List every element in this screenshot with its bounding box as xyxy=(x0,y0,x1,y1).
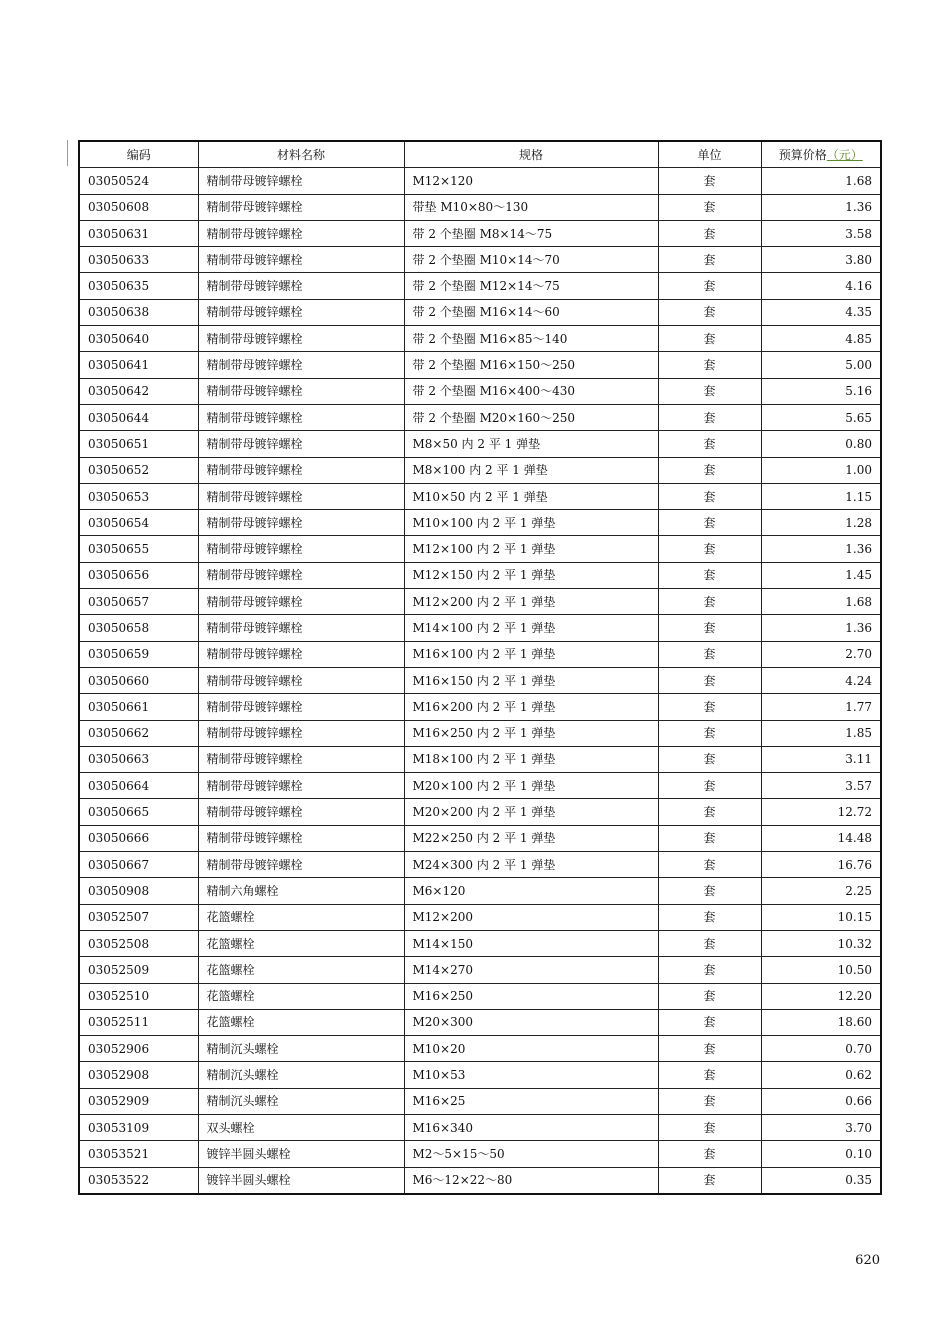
header-code: 编码 xyxy=(79,141,198,168)
header-budget-price-label: 预算价格 xyxy=(778,147,827,162)
table-row xyxy=(79,720,881,746)
table-row xyxy=(79,694,881,720)
cell-price: 0.66 xyxy=(761,1088,881,1114)
cell-spec: 带 2 个垫圈 M16×14～60 xyxy=(404,299,658,325)
cell-spec: M10×20 xyxy=(404,1036,658,1062)
cell-unit: 套 xyxy=(658,431,761,457)
cell-unit: 套 xyxy=(658,1009,761,1035)
cell-price: 10.15 xyxy=(761,904,881,930)
cell-price: 4.24 xyxy=(761,667,881,693)
cell-name: 花篮螺栓 xyxy=(198,957,404,983)
cell-price: 1.36 xyxy=(761,615,881,641)
cell-unit: 套 xyxy=(658,378,761,404)
cell-unit: 套 xyxy=(658,825,761,851)
cell-price: 12.20 xyxy=(761,983,881,1009)
cell-name: 精制带母镀锌螺栓 xyxy=(198,773,404,799)
cell-unit: 套 xyxy=(658,904,761,930)
cell-unit: 套 xyxy=(658,326,761,352)
table-row xyxy=(79,483,881,509)
cell-name: 镀锌半圆头螺栓 xyxy=(198,1141,404,1167)
table-row xyxy=(79,352,881,378)
cell-unit: 套 xyxy=(658,168,761,194)
table-row xyxy=(79,1036,881,1062)
cell-unit: 套 xyxy=(658,694,761,720)
cell-code: 03050656 xyxy=(79,562,198,588)
cell-unit: 套 xyxy=(658,641,761,667)
table-row xyxy=(79,510,881,536)
cell-code: 03050641 xyxy=(79,352,198,378)
cell-name: 精制带母镀锌螺栓 xyxy=(198,404,404,430)
cell-spec: 带 2 个垫圈 M10×14～70 xyxy=(404,247,658,273)
cell-spec: M8×100 内 2 平 1 弹垫 xyxy=(404,457,658,483)
cell-spec: M6×120 xyxy=(404,878,658,904)
cell-spec: 带 2 个垫圈 M16×85～140 xyxy=(404,326,658,352)
cell-name: 双头螺栓 xyxy=(198,1114,404,1140)
cell-code: 03050660 xyxy=(79,667,198,693)
table-row xyxy=(79,983,881,1009)
cell-code: 03050908 xyxy=(79,878,198,904)
cell-spec: 带 2 个垫圈 M8×14～75 xyxy=(404,220,658,246)
table-row xyxy=(79,194,881,220)
cell-spec: M16×250 内 2 平 1 弹垫 xyxy=(404,720,658,746)
table-row xyxy=(79,326,881,352)
cell-code: 03050638 xyxy=(79,299,198,325)
cell-unit: 套 xyxy=(658,852,761,878)
table-row xyxy=(79,957,881,983)
table-row xyxy=(79,247,881,273)
cell-code: 03050642 xyxy=(79,378,198,404)
cell-price: 18.60 xyxy=(761,1009,881,1035)
cell-price: 1.45 xyxy=(761,562,881,588)
cell-unit: 套 xyxy=(658,194,761,220)
table-header-row xyxy=(79,141,881,168)
cell-price: 10.32 xyxy=(761,930,881,956)
cell-price: 3.57 xyxy=(761,773,881,799)
cell-price: 1.85 xyxy=(761,720,881,746)
cell-price: 1.28 xyxy=(761,510,881,536)
cell-code: 03050663 xyxy=(79,746,198,772)
cell-name: 精制带母镀锌螺栓 xyxy=(198,562,404,588)
cell-name: 精制带母镀锌螺栓 xyxy=(198,589,404,615)
cell-unit: 套 xyxy=(658,799,761,825)
cell-name: 精制带母镀锌螺栓 xyxy=(198,641,404,667)
cell-spec: 带 2 个垫圈 M20×160～250 xyxy=(404,404,658,430)
cell-unit: 套 xyxy=(658,299,761,325)
cell-price: 5.65 xyxy=(761,404,881,430)
cell-unit: 套 xyxy=(658,536,761,562)
cell-unit: 套 xyxy=(658,1062,761,1088)
cell-code: 03050657 xyxy=(79,589,198,615)
cell-unit: 套 xyxy=(658,273,761,299)
cell-code: 03052509 xyxy=(79,957,198,983)
cell-spec: M16×150 内 2 平 1 弹垫 xyxy=(404,667,658,693)
cell-spec: M10×100 内 2 平 1 弹垫 xyxy=(404,510,658,536)
cell-name: 精制带母镀锌螺栓 xyxy=(198,220,404,246)
cell-unit: 套 xyxy=(658,352,761,378)
cell-code: 03050651 xyxy=(79,431,198,457)
cell-unit: 套 xyxy=(658,773,761,799)
cell-price: 12.72 xyxy=(761,799,881,825)
cell-price: 1.68 xyxy=(761,589,881,615)
cell-code: 03050633 xyxy=(79,247,198,273)
cell-price: 1.68 xyxy=(761,168,881,194)
table-row xyxy=(79,1088,881,1114)
cell-name: 精制带母镀锌螺栓 xyxy=(198,615,404,641)
cell-name: 精制带母镀锌螺栓 xyxy=(198,247,404,273)
header-unit: 单位 xyxy=(658,141,761,168)
cell-spec: M2～5×15～50 xyxy=(404,1141,658,1167)
header-spec: 规格 xyxy=(404,141,658,168)
cell-code: 03052507 xyxy=(79,904,198,930)
cell-unit: 套 xyxy=(658,1167,761,1194)
cell-name: 精制带母镀锌螺栓 xyxy=(198,194,404,220)
cell-spec: M14×270 xyxy=(404,957,658,983)
cell-unit: 套 xyxy=(658,1141,761,1167)
cell-spec: M12×200 xyxy=(404,904,658,930)
cell-unit: 套 xyxy=(658,1036,761,1062)
cell-code: 03050631 xyxy=(79,220,198,246)
cell-code: 03050667 xyxy=(79,852,198,878)
cell-name: 精制带母镀锌螺栓 xyxy=(198,667,404,693)
cell-code: 03050635 xyxy=(79,273,198,299)
cell-code: 03052511 xyxy=(79,1009,198,1035)
cell-price: 1.15 xyxy=(761,483,881,509)
cell-unit: 套 xyxy=(658,615,761,641)
table-row xyxy=(79,273,881,299)
cell-spec: M24×300 内 2 平 1 弹垫 xyxy=(404,852,658,878)
cell-name: 精制带母镀锌螺栓 xyxy=(198,457,404,483)
cell-name: 精制带母镀锌螺栓 xyxy=(198,799,404,825)
cell-name: 精制带母镀锌螺栓 xyxy=(198,168,404,194)
table-row xyxy=(79,799,881,825)
cell-unit: 套 xyxy=(658,247,761,273)
cell-unit: 套 xyxy=(658,746,761,772)
cell-unit: 套 xyxy=(658,878,761,904)
table-row xyxy=(79,1114,881,1140)
cell-price: 4.35 xyxy=(761,299,881,325)
cell-unit: 套 xyxy=(658,404,761,430)
header-material-name: 材料名称 xyxy=(198,141,404,168)
cell-spec: M6～12×22～80 xyxy=(404,1167,658,1194)
cell-name: 精制沉头螺栓 xyxy=(198,1036,404,1062)
cell-unit: 套 xyxy=(658,562,761,588)
cell-name: 花篮螺栓 xyxy=(198,904,404,930)
cell-code: 03053109 xyxy=(79,1114,198,1140)
cell-name: 精制带母镀锌螺栓 xyxy=(198,825,404,851)
table-row xyxy=(79,299,881,325)
margin-change-bar xyxy=(67,140,68,166)
cell-spec: 带 2 个垫圈 M16×150～250 xyxy=(404,352,658,378)
table-row xyxy=(79,168,881,194)
cell-name: 精制带母镀锌螺栓 xyxy=(198,431,404,457)
cell-code: 03050664 xyxy=(79,773,198,799)
cell-price: 3.80 xyxy=(761,247,881,273)
cell-code: 03050659 xyxy=(79,641,198,667)
cell-price: 10.50 xyxy=(761,957,881,983)
table-row xyxy=(79,431,881,457)
table-row xyxy=(79,220,881,246)
cell-unit: 套 xyxy=(658,457,761,483)
table-row xyxy=(79,825,881,851)
cell-unit: 套 xyxy=(658,510,761,536)
header-price-unit: （元） xyxy=(826,147,863,162)
cell-unit: 套 xyxy=(658,589,761,615)
cell-price: 14.48 xyxy=(761,825,881,851)
cell-price: 0.80 xyxy=(761,431,881,457)
cell-price: 2.70 xyxy=(761,641,881,667)
cell-unit: 套 xyxy=(658,220,761,246)
table-row xyxy=(79,562,881,588)
cell-name: 精制带母镀锌螺栓 xyxy=(198,299,404,325)
cell-code: 03052908 xyxy=(79,1062,198,1088)
cell-spec: M16×25 xyxy=(404,1088,658,1114)
cell-unit: 套 xyxy=(658,667,761,693)
cell-price: 16.76 xyxy=(761,852,881,878)
cell-price: 1.77 xyxy=(761,694,881,720)
cell-code: 03053522 xyxy=(79,1167,198,1194)
cell-spec: M20×300 xyxy=(404,1009,658,1035)
table-row xyxy=(79,746,881,772)
table-row xyxy=(79,589,881,615)
cell-spec: M12×150 内 2 平 1 弹垫 xyxy=(404,562,658,588)
cell-price: 4.85 xyxy=(761,326,881,352)
cell-spec: M10×50 内 2 平 1 弹垫 xyxy=(404,483,658,509)
cell-spec: 带 2 个垫圈 M12×14～75 xyxy=(404,273,658,299)
cell-name: 精制带母镀锌螺栓 xyxy=(198,746,404,772)
material-price-table xyxy=(78,140,882,1195)
table-row xyxy=(79,457,881,483)
cell-name: 精制带母镀锌螺栓 xyxy=(198,720,404,746)
cell-price: 3.11 xyxy=(761,746,881,772)
cell-spec: M16×250 xyxy=(404,983,658,1009)
cell-spec: 带垫 M10×80～130 xyxy=(404,194,658,220)
cell-name: 精制带母镀锌螺栓 xyxy=(198,352,404,378)
cell-unit: 套 xyxy=(658,957,761,983)
cell-code: 03050658 xyxy=(79,615,198,641)
cell-spec: M22×250 内 2 平 1 弹垫 xyxy=(404,825,658,851)
cell-price: 0.10 xyxy=(761,1141,881,1167)
table-body xyxy=(79,168,881,1194)
cell-spec: M12×120 xyxy=(404,168,658,194)
cell-code: 03052510 xyxy=(79,983,198,1009)
cell-code: 03050665 xyxy=(79,799,198,825)
cell-price: 1.36 xyxy=(761,194,881,220)
table-row xyxy=(79,773,881,799)
cell-name: 精制带母镀锌螺栓 xyxy=(198,326,404,352)
cell-price: 3.58 xyxy=(761,220,881,246)
cell-spec: M16×200 内 2 平 1 弹垫 xyxy=(404,694,658,720)
cell-spec: M16×100 内 2 平 1 弹垫 xyxy=(404,641,658,667)
cell-price: 5.16 xyxy=(761,378,881,404)
page-number: 620 xyxy=(855,1253,880,1268)
cell-code: 03050640 xyxy=(79,326,198,352)
cell-spec: M12×200 内 2 平 1 弹垫 xyxy=(404,589,658,615)
cell-code: 03053521 xyxy=(79,1141,198,1167)
table-row xyxy=(79,1141,881,1167)
cell-unit: 套 xyxy=(658,483,761,509)
header-budget-price xyxy=(761,141,881,168)
table-row xyxy=(79,1062,881,1088)
table-row xyxy=(79,615,881,641)
table-row xyxy=(79,378,881,404)
cell-spec: M10×53 xyxy=(404,1062,658,1088)
table-row xyxy=(79,641,881,667)
cell-name: 花篮螺栓 xyxy=(198,983,404,1009)
cell-name: 精制带母镀锌螺栓 xyxy=(198,852,404,878)
cell-price: 4.16 xyxy=(761,273,881,299)
cell-name: 镀锌半圆头螺栓 xyxy=(198,1167,404,1194)
cell-name: 花篮螺栓 xyxy=(198,930,404,956)
cell-price: 0.62 xyxy=(761,1062,881,1088)
cell-name: 精制六角螺栓 xyxy=(198,878,404,904)
cell-code: 03050653 xyxy=(79,483,198,509)
cell-name: 精制带母镀锌螺栓 xyxy=(198,378,404,404)
cell-spec: 带 2 个垫圈 M16×400～430 xyxy=(404,378,658,404)
cell-spec: M8×50 内 2 平 1 弹垫 xyxy=(404,431,658,457)
cell-unit: 套 xyxy=(658,720,761,746)
cell-code: 03052508 xyxy=(79,930,198,956)
table-row xyxy=(79,878,881,904)
cell-unit: 套 xyxy=(658,1088,761,1114)
cell-code: 03050662 xyxy=(79,720,198,746)
cell-spec: M20×100 内 2 平 1 弹垫 xyxy=(404,773,658,799)
table-row xyxy=(79,404,881,430)
cell-price: 3.70 xyxy=(761,1114,881,1140)
cell-unit: 套 xyxy=(658,983,761,1009)
cell-price: 1.00 xyxy=(761,457,881,483)
cell-name: 精制沉头螺栓 xyxy=(198,1088,404,1114)
cell-spec: M12×100 内 2 平 1 弹垫 xyxy=(404,536,658,562)
cell-code: 03050666 xyxy=(79,825,198,851)
cell-spec: M14×100 内 2 平 1 弹垫 xyxy=(404,615,658,641)
table-row xyxy=(79,1167,881,1194)
cell-price: 5.00 xyxy=(761,352,881,378)
cell-price: 0.70 xyxy=(761,1036,881,1062)
cell-name: 精制带母镀锌螺栓 xyxy=(198,694,404,720)
cell-name: 精制带母镀锌螺栓 xyxy=(198,536,404,562)
cell-code: 03050652 xyxy=(79,457,198,483)
cell-name: 精制沉头螺栓 xyxy=(198,1062,404,1088)
table-row xyxy=(79,667,881,693)
cell-code: 03052909 xyxy=(79,1088,198,1114)
cell-code: 03050655 xyxy=(79,536,198,562)
cell-code: 03050661 xyxy=(79,694,198,720)
cell-name: 精制带母镀锌螺栓 xyxy=(198,510,404,536)
table-row xyxy=(79,930,881,956)
cell-code: 03050524 xyxy=(79,168,198,194)
cell-unit: 套 xyxy=(658,1114,761,1140)
cell-unit: 套 xyxy=(658,930,761,956)
table-row xyxy=(79,852,881,878)
cell-spec: M18×100 内 2 平 1 弹垫 xyxy=(404,746,658,772)
cell-price: 2.25 xyxy=(761,878,881,904)
cell-name: 花篮螺栓 xyxy=(198,1009,404,1035)
cell-code: 03052906 xyxy=(79,1036,198,1062)
cell-price: 1.36 xyxy=(761,536,881,562)
cell-spec: M14×150 xyxy=(404,930,658,956)
cell-code: 03050644 xyxy=(79,404,198,430)
table-row xyxy=(79,1009,881,1035)
cell-spec: M16×340 xyxy=(404,1114,658,1140)
cell-code: 03050608 xyxy=(79,194,198,220)
cell-code: 03050654 xyxy=(79,510,198,536)
cell-name: 精制带母镀锌螺栓 xyxy=(198,483,404,509)
table-row xyxy=(79,904,881,930)
cell-spec: M20×200 内 2 平 1 弹垫 xyxy=(404,799,658,825)
table-row xyxy=(79,536,881,562)
cell-price: 0.35 xyxy=(761,1167,881,1194)
cell-name: 精制带母镀锌螺栓 xyxy=(198,273,404,299)
